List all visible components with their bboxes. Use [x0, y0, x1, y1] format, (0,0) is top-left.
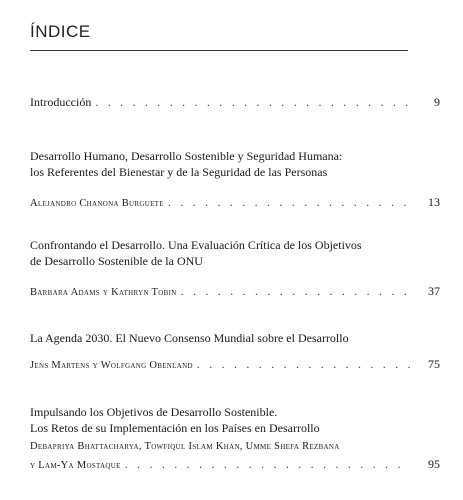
toc-entry-author: y Lam-Ya Mostaque [30, 460, 121, 471]
toc-entry-agenda-2030[interactable] [30, 330, 440, 374]
toc-author-row [30, 456, 440, 474]
dot-leader [95, 94, 410, 110]
toc-row [30, 94, 440, 110]
toc-author-row [30, 356, 440, 374]
toc-page-number: 37 [428, 284, 440, 298]
toc-entry-author-line: Debapriya Bhattacharya, Towfiqul Islam Khan, Umme Shefa Rezbana [30, 441, 340, 452]
toc-page-number: 9 [434, 95, 440, 109]
toc-entry-title-line: Desarrollo Humano, Desarrollo Sostenible y Seguridad Humana: [30, 149, 343, 163]
toc-entry-title-line: Confrontando el Desarrollo. Una Evaluación Crítica de los Objetivos [30, 238, 362, 252]
toc-author-row [30, 194, 440, 212]
toc-author-row [30, 283, 440, 301]
toc-page-number: 13 [428, 195, 440, 209]
toc-entry-confrontando[interactable] [30, 237, 440, 301]
index-heading: ÍNDICE [30, 22, 91, 41]
toc-entry-impulsando[interactable] [30, 404, 440, 474]
toc-entry-title-line: Los Retos de su Implementación en los Países en Desarrollo [30, 421, 320, 435]
toc-entry-title-line: los Referentes del Bienestar y de la Seguridad de las Personas [30, 165, 328, 179]
toc-page-number: 75 [428, 357, 440, 371]
toc-entry-title-line: La Agenda 2030. El Nuevo Consenso Mundial sobre el Desarrollo [30, 331, 349, 345]
toc-entry-title-line: de Desarrollo Sostenible de la ONU [30, 254, 203, 268]
toc-entry-title-line: Impulsando los Objetivos de Desarrollo Sostenible. [30, 405, 278, 419]
toc-entry-author: Alejandro Chanona Burguete [30, 198, 164, 209]
toc-entry-author: Barbara Adams y Kathryn Tobin [30, 287, 177, 298]
heading-rule [30, 50, 408, 51]
toc-entry-author: Jens Martens y Wolfgang Obenland [30, 360, 193, 371]
toc-entry-title: Introducción [30, 95, 92, 109]
toc-page-number: 95 [428, 457, 440, 471]
dot-leader [168, 194, 410, 210]
dot-leader [125, 456, 410, 472]
dot-leader [181, 283, 410, 299]
toc-entry-desarrollo-humano[interactable] [30, 148, 440, 212]
dot-leader [197, 356, 410, 372]
toc-entry-introduccion[interactable] [30, 94, 440, 110]
